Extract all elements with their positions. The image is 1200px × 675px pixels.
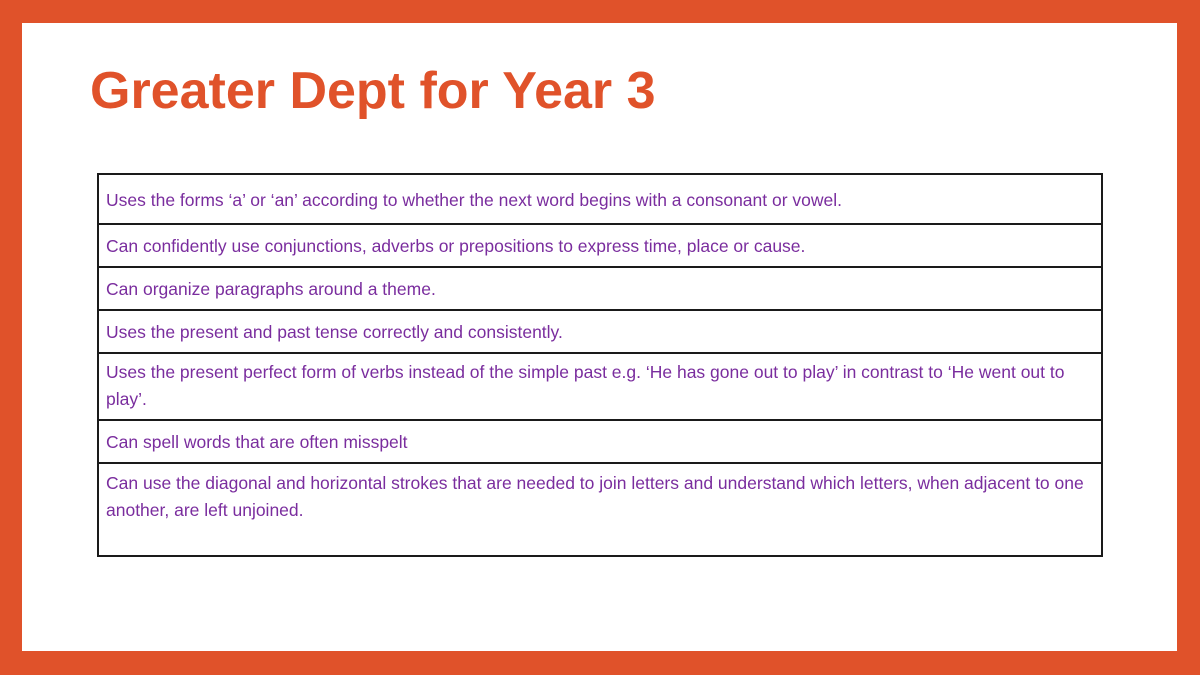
table-row: [98, 353, 1102, 420]
table-row: [98, 224, 1102, 267]
criteria-table: [97, 173, 1103, 557]
criteria-cell: Can spell words that are often misspelt: [98, 420, 1102, 463]
criteria-cell: Can confidently use conjunctions, adverbs or prepositions to express time, place or cause.: [98, 224, 1102, 267]
criteria-cell: Uses the present and past tense correctly and consistently.: [98, 310, 1102, 353]
criteria-cell: Uses the forms ‘a’ or ‘an’ according to whether the next word begins with a consonant or vowel.: [98, 174, 1102, 224]
slide: [22, 23, 1177, 651]
table-row: [98, 174, 1102, 224]
table-row: [98, 267, 1102, 310]
table-row: [98, 310, 1102, 353]
table-row: [98, 463, 1102, 556]
table-row: [98, 420, 1102, 463]
criteria-cell: Can organize paragraphs around a theme.: [98, 267, 1102, 310]
criteria-cell: Can use the diagonal and horizontal strokes that are needed to join letters and understand which letters, when adjacent to one another, are left unjoined.: [98, 463, 1102, 556]
criteria-cell: Uses the present perfect form of verbs instead of the simple past e.g. ‘He has gone out to play’ in contrast to ‘He went out to play’.: [98, 353, 1102, 420]
slide-title: Greater Dept for Year 3: [90, 62, 656, 120]
